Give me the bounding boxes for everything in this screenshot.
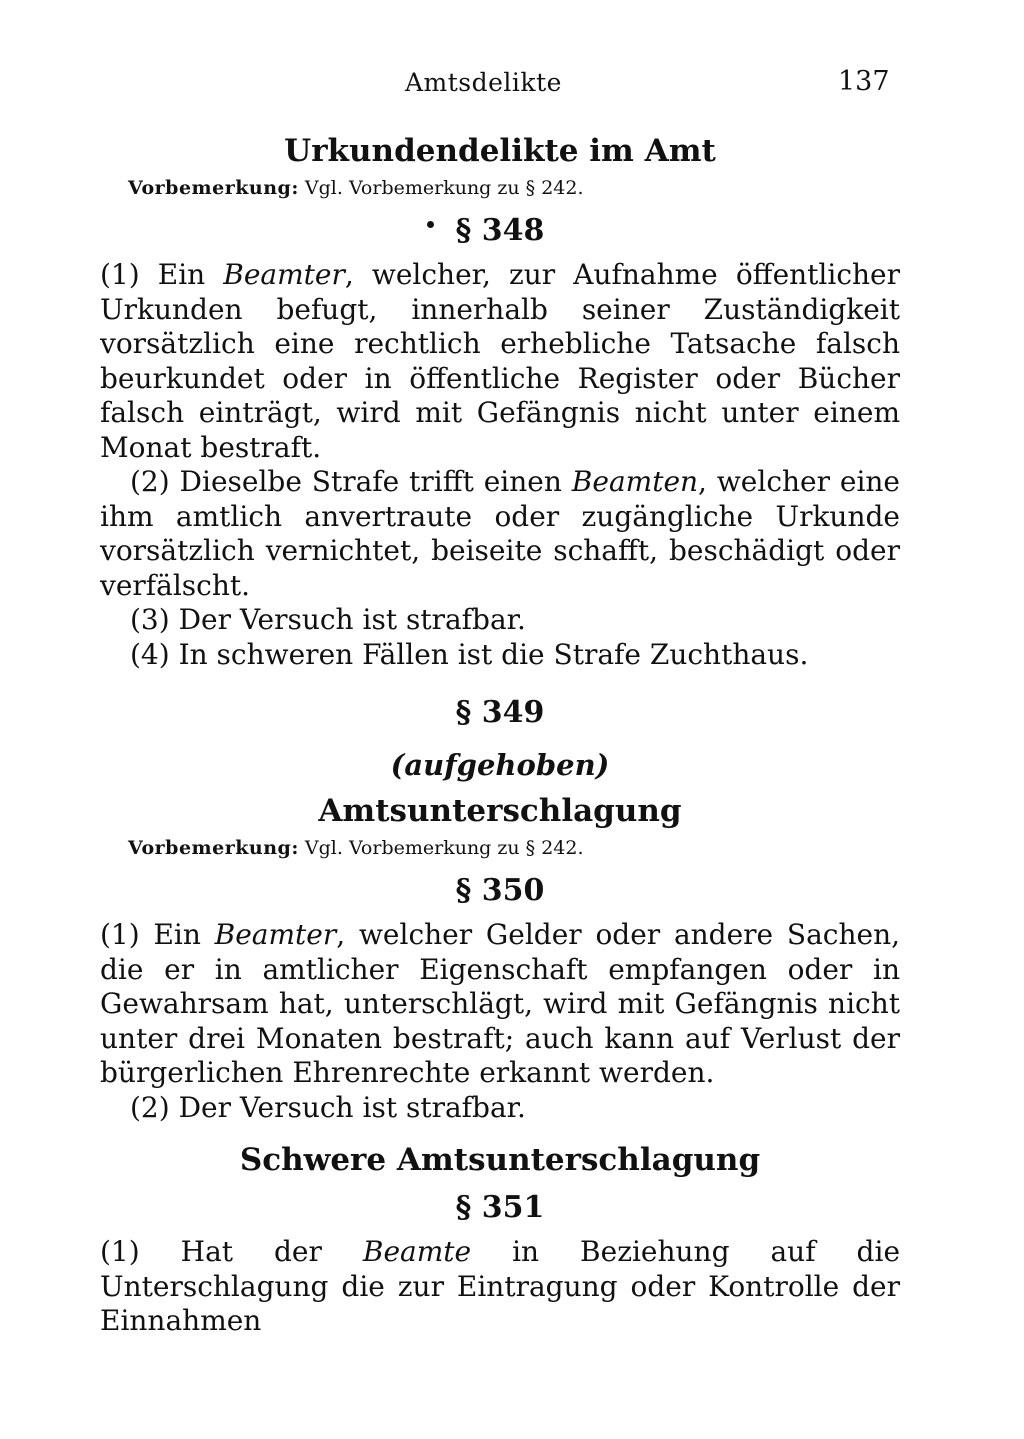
section-350-paragraph-2: (2) Der Versuch ist strafbar. <box>130 1090 526 1124</box>
preliminary-note <box>128 832 900 864</box>
note-label: Vorbemerkung: <box>128 837 299 859</box>
note-text: Vgl. Vorbemerkung zu § 242. <box>304 177 584 199</box>
section-348-paragraph-1: (1) Ein Beamter, welcher, zur Aufnahme öffentlicher Urkunden befugt, innerhalb seiner Zuständigkeit vorsätzlich eine rechtlich erhebliche Tatsache falsch beurkundet oder in öffentliche Register oder Bücher falsch einträgt, wird mit Gefängnis nicht unter einem Monat bestraft. <box>100 258 901 464</box>
section-348: § 348 <box>455 213 545 248</box>
note-label: Vorbemerkung: <box>128 177 299 199</box>
section-348-paragraph-3: (3) Der Versuch ist strafbar. <box>130 603 526 636</box>
term-beamte: Beamte <box>362 1235 472 1268</box>
section-350-paragraph-1: (1) Ein Beamter, welcher Gelder oder andere Sachen, die er in amtlicher Eigenschaft empfangen oder in Gewahrsam hat, unterschlägt, wird mit Gefängnis nicht unter drei Monaten bestraft; auch kann auf Verlust der bürgerlichen Ehrenrechte erkannt werden. <box>100 918 901 1089</box>
section-348-paragraph-4: (4) In schweren Fällen ist die Strafe Zuchthaus. <box>130 637 809 671</box>
term-beamten: Beamten <box>571 465 699 498</box>
section-349-status: (aufgehoben) <box>390 748 610 782</box>
term-beamter: Beamter <box>214 918 337 951</box>
section-348-paragraph-2: (2) Dieselbe Strafe trifft einen Beamten, welcher eine ihm amtlich anvertraute oder zugängliche Urkunde vorsätzlich vernichtet, beiseite schafft, beschädigt oder verfälscht. <box>100 465 901 602</box>
section-351: § 351 <box>455 1190 545 1225</box>
heading-amtsunterschlagung: Amtsunterschlagung <box>318 793 682 829</box>
running-head <box>0 68 1024 108</box>
page-number: 137 <box>838 66 890 97</box>
section-349: § 349 <box>455 695 545 730</box>
note-text: Vgl. Vorbemerkung zu § 242. <box>304 837 584 859</box>
section-351-paragraph-1: (1) Hat der Beamte in Beziehung auf die Unterschlagung die zur Eintragung oder Kontrolle der Einnahmen <box>100 1235 901 1337</box>
term-beamter: Beamter <box>223 258 345 291</box>
section-350: § 350 <box>455 873 545 908</box>
page-body <box>100 130 900 1339</box>
heading-schwere-amtsunterschlagung: Schwere Amtsunterschlagung <box>239 1142 761 1178</box>
preliminary-note <box>128 172 900 204</box>
heading-urkundendelikte: Urkundendelikte im Amt <box>284 133 716 169</box>
running-title: Amtsdelikte <box>405 68 562 97</box>
